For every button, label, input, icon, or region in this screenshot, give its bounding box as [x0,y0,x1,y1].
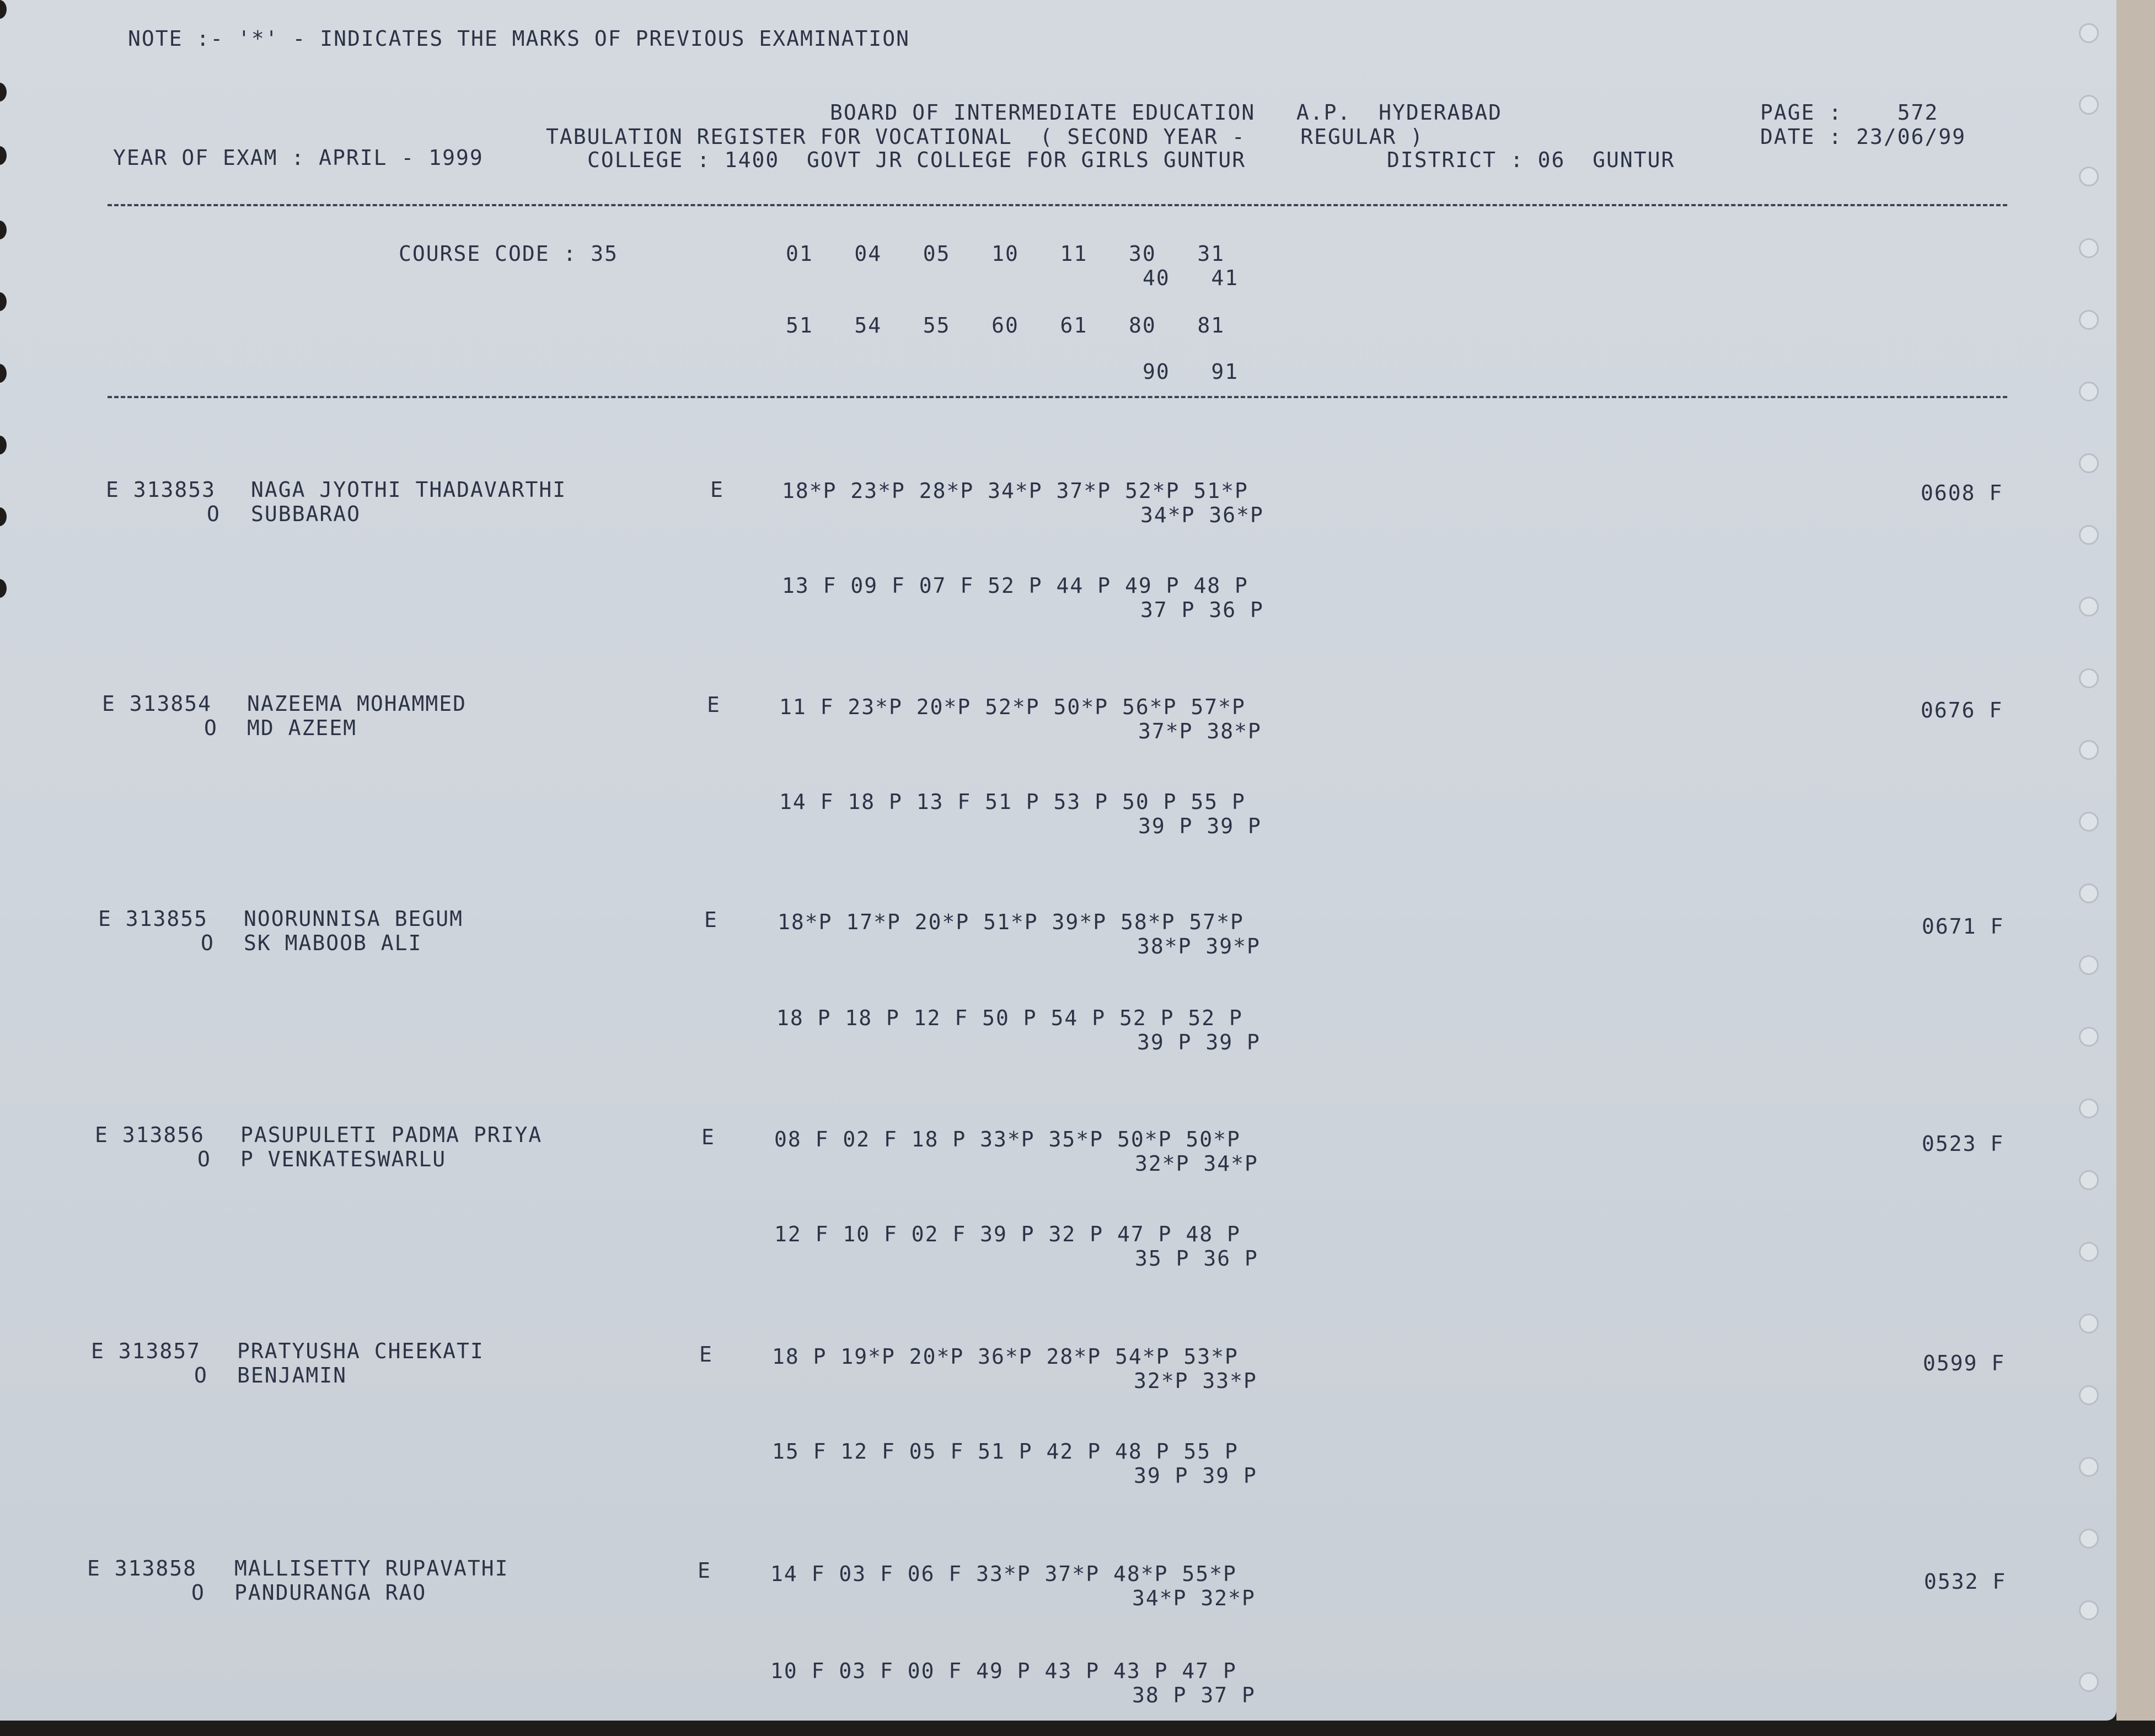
total-result: 0599 F [1923,1351,2006,1375]
page-bottom-edge [0,1721,2155,1736]
feed-hole [2079,1457,2099,1477]
course-code-label: COURSE CODE : 35 [399,242,619,266]
guardian-code: O [207,502,221,526]
page-edge-strip [2116,0,2155,1736]
feed-hole [2079,310,2099,330]
feed-hole [2079,238,2099,258]
father-name: P VENKATESWARLU [240,1147,447,1171]
feed-hole [2079,1600,2099,1620]
feed-hole [2079,812,2099,832]
student-name: PASUPULETI PADMA PRIYA [240,1123,543,1147]
header-divider-bottom [108,396,2007,398]
feed-hole [2079,597,2099,617]
roll-number: E 313854 [102,692,212,716]
marks-row2b: 35 P 36 P [1135,1246,1258,1271]
feed-hole [2079,1385,2099,1405]
father-name: SUBBARAO [251,502,361,526]
guardian-code: O [191,1580,205,1605]
student-name: PRATYUSHA CHEEKATI [237,1339,484,1363]
medium: E [701,1125,715,1149]
feed-hole [2079,23,2099,43]
roll-number: E 313853 [106,478,216,502]
student-name: NOORUNNISA BEGUM [244,907,464,931]
binding-hole [0,436,7,454]
total-result: 0671 F [1922,914,2004,939]
total-result: 0523 F [1922,1132,2004,1156]
marks-row2b: 39 P 39 P [1138,814,1262,838]
feed-hole [2079,95,2099,115]
student-name: NAZEEMA MOHAMMED [247,692,467,716]
guardian-code: O [201,931,215,955]
roll-number: E 313858 [87,1556,197,1580]
subject-codes-row1b: 40 41 [1143,266,1239,290]
binding-hole [0,507,7,526]
total-result: 0608 F [1921,481,2003,505]
medium: E [699,1342,713,1367]
marks-row1b: 34*P 32*P [1132,1586,1256,1610]
marks-row1: 14 F 03 F 06 F 33*P 37*P 48*P 55*P [770,1562,1237,1586]
medium: E [698,1558,711,1583]
binding-hole [0,292,7,311]
father-name: PANDURANGA RAO [234,1580,427,1605]
subject-codes-row1: 01 04 05 10 11 30 31 [786,242,1225,266]
marks-row1: 18*P 17*P 20*P 51*P 39*P 58*P 57*P [778,910,1244,934]
year-of-exam: YEAR OF EXAM : APRIL - 1999 [113,146,484,170]
guardian-code: O [197,1147,211,1171]
medium: E [710,478,724,502]
feed-hole [2079,1242,2099,1262]
student-name: MALLISETTY RUPAVATHI [234,1556,509,1580]
roll-number: E 313856 [95,1123,205,1147]
marks-row2: 12 F 10 F 02 F 39 P 32 P 47 P 48 P [774,1222,1241,1246]
page-number: PAGE : 572 [1760,100,1939,125]
father-name: MD AZEEM [247,716,357,740]
student-name: NAGA JYOTHI THADAVARTHI [251,478,567,502]
marks-row2: 18 P 18 P 12 F 50 P 54 P 52 P 52 P [776,1006,1243,1030]
total-result: 0676 F [1921,698,2003,722]
marks-row1: 18*P 23*P 28*P 34*P 37*P 52*P 51*P [782,479,1248,503]
marks-row1b: 38*P 39*P [1137,934,1261,958]
feed-hole [2079,955,2099,975]
feed-hole [2079,668,2099,688]
medium: E [704,908,718,932]
father-name: BENJAMIN [237,1363,347,1387]
father-name: SK MABOOB ALI [244,931,422,955]
marks-row2: 14 F 18 P 13 F 51 P 53 P 50 P 55 P [779,790,1246,814]
marks-row2b: 37 P 36 P [1140,598,1264,622]
binding-hole [0,83,7,101]
binding-hole [0,221,7,239]
feed-hole [2079,1529,2099,1549]
guardian-code: O [204,716,218,740]
feed-hole [2079,1314,2099,1333]
binding-hole [0,146,7,165]
board-title: BOARD OF INTERMEDIATE EDUCATION A.P. HYDERABAD [830,100,1503,125]
marks-row2: 13 F 09 F 07 F 52 P 44 P 49 P 48 P [782,574,1248,598]
feed-hole [2079,883,2099,903]
marks-row2b: 39 P 39 P [1134,1464,1257,1488]
marks-row1b: 37*P 38*P [1138,719,1262,743]
marks-row2: 10 F 03 F 00 F 49 P 43 P 43 P 47 P [770,1659,1237,1683]
feed-hole [2079,167,2099,186]
binding-hole [0,0,7,19]
feed-hole [2079,453,2099,473]
marks-row1: 11 F 23*P 20*P 52*P 50*P 56*P 57*P [779,695,1246,719]
marks-row2b: 39 P 39 P [1137,1030,1261,1054]
feed-hole [2079,525,2099,545]
roll-number: E 313855 [98,907,208,931]
marks-row1b: 32*P 34*P [1135,1151,1258,1176]
header-divider-top [108,204,2007,206]
feed-hole [2079,1672,2099,1692]
marks-row1: 08 F 02 F 18 P 33*P 35*P 50*P 50*P [774,1127,1241,1151]
marks-row1b: 34*P 36*P [1140,503,1264,527]
binding-hole [0,364,7,383]
binding-hole [0,579,7,598]
feed-hole [2079,1027,2099,1047]
roll-number: E 313857 [91,1339,201,1363]
marks-row2b: 38 P 37 P [1132,1683,1256,1707]
medium: E [707,693,721,717]
register-title: TABULATION REGISTER FOR VOCATIONAL ( SECOND YEAR - REGULAR ) [546,125,1424,149]
subject-codes-row3: 90 91 [1143,360,1239,384]
college-line: COLLEGE : 1400 GOVT JR COLLEGE FOR GIRLS GUNTUR [587,148,1246,172]
guardian-code: O [194,1363,208,1387]
marks-row2: 15 F 12 F 05 F 51 P 42 P 48 P 55 P [772,1439,1239,1464]
total-result: 0532 F [1924,1569,2007,1594]
feed-hole [2079,382,2099,401]
marks-row1: 18 P 19*P 20*P 36*P 28*P 54*P 53*P [772,1344,1239,1369]
feed-hole [2079,1099,2099,1118]
marks-row1b: 32*P 33*P [1134,1369,1257,1393]
print-date: DATE : 23/06/99 [1760,125,1966,149]
feed-hole [2079,740,2099,760]
subject-codes-row2: 51 54 55 60 61 80 81 [786,313,1225,337]
feed-hole [2079,1170,2099,1190]
district-line: DISTRICT : 06 GUNTUR [1387,148,1675,172]
note-line: NOTE :- '*' - INDICATES THE MARKS OF PREVIOUS EXAMINATION [128,26,910,51]
